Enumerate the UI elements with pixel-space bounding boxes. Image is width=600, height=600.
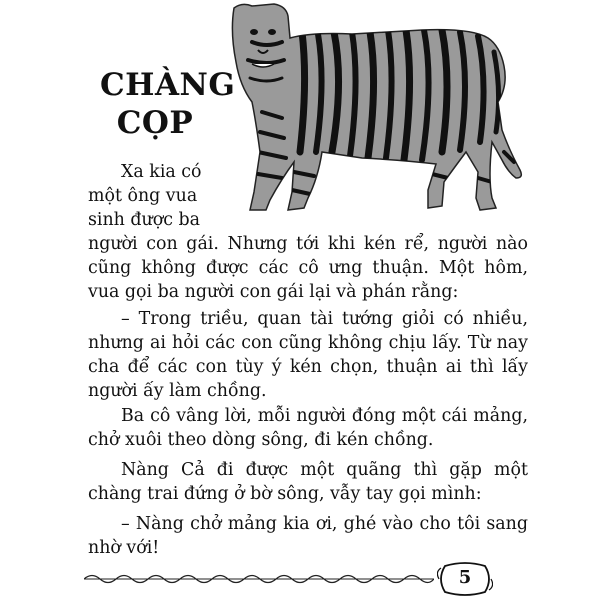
paragraph-5: – Nàng chở mảng kia ơi, ghé vào cho tôi sang nhờ với!: [88, 514, 528, 558]
paragraph-2: – Trong triều, quan tài tướng giỏi có nhiều, nhưng ai hỏi các con cũng không chịu lấy. Từ nay cha để các con tùy ý kén chọn, thuận ai thì lấy người ấy làm chồng.: [88, 309, 528, 401]
paragraph-1-opening-text: Xa kia có một ông vua sinh được ba: [88, 162, 202, 230]
paragraph-3: Ba cô vâng lời, mỗi người đóng một cái mảng, chở xuôi theo dòng sông, đi kén chồng.: [88, 406, 528, 450]
story-title: [100, 66, 236, 142]
paragraph-1-continuation: người con gái. Nhưng tới khi kén rể, người nào cũng không được các cô ưng thuận. Một hôm, vua gọi ba người con gái lại và phán rằng:: [88, 234, 528, 302]
page-number: 5: [458, 567, 472, 588]
title-line-2: CỌP: [116, 105, 194, 141]
tiger-illustration: [222, 2, 526, 217]
paragraph-1-opening: [88, 160, 214, 232]
paragraph-4: Nàng Cả đi được một quãng thì gặp một chàng trai đứng ở bờ sông, vẫy tay gọi mình:: [88, 460, 528, 504]
title-line-1: CHÀNG: [100, 67, 236, 103]
footer-ornament: [84, 572, 434, 586]
